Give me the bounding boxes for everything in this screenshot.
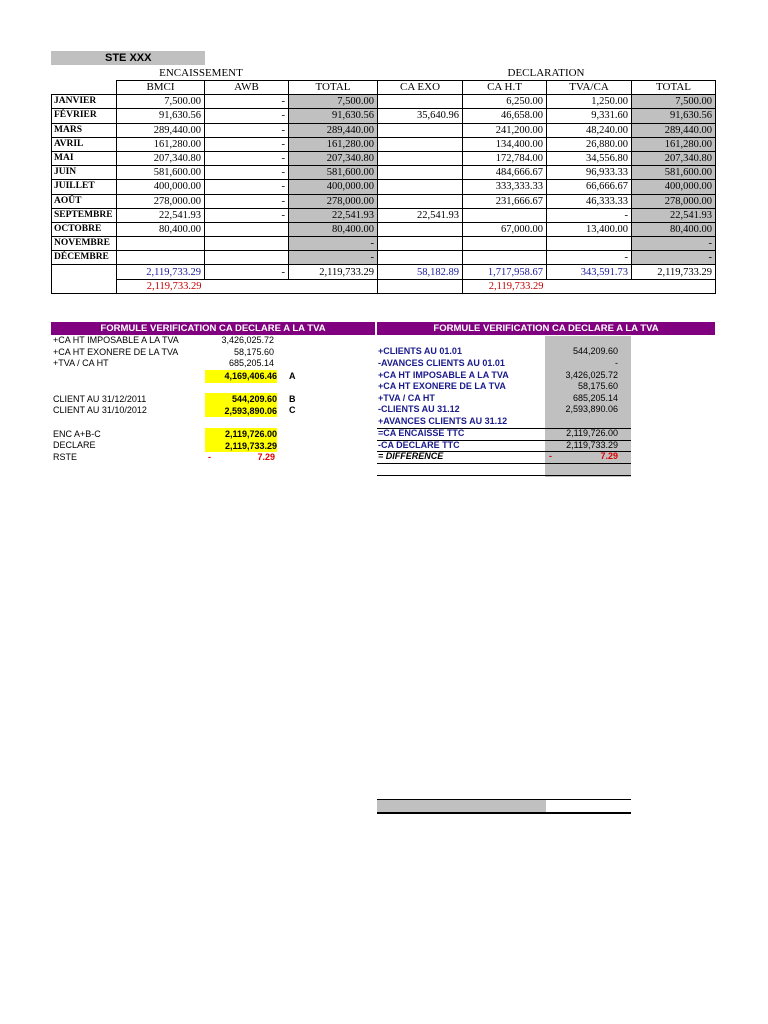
total-awb: - [205, 265, 289, 279]
right-line-label: = DIFFERENCE [378, 451, 444, 461]
monthly-table [51, 80, 716, 294]
total-ca-exo: 58,182.89 [378, 265, 463, 279]
right-line-label: =CA ENCAISSE TTC [378, 428, 465, 438]
cell-bmci: 289,440.00 [117, 123, 205, 137]
check-declaration: 2,119,733.29 [463, 279, 547, 293]
cell-tva: 46,333.33 [547, 194, 632, 208]
table-row [52, 109, 716, 123]
total-total: 2,119,733.29 [289, 265, 378, 279]
col-header-total: TOTAL [289, 81, 378, 95]
month-label: JANVIER [52, 95, 117, 109]
check-label-cell [52, 279, 117, 293]
month-label: SEPTEMBRE [52, 208, 117, 222]
right-line-value: 685,205.14 [572, 393, 618, 403]
cell-ca-exo [378, 251, 463, 265]
cell-bmci: 80,400.00 [117, 222, 205, 236]
right-line-label: +AVANCES CLIENTS AU 31.12 [378, 416, 508, 426]
lower-gray-bar [377, 800, 546, 812]
letter-c: C [289, 405, 296, 415]
declare-label: DECLARE [53, 440, 96, 450]
month-label: AVRIL [52, 137, 117, 151]
cell-awb: - [205, 137, 289, 151]
right-line-value: 58,175.60 [577, 381, 618, 391]
cell-awb [205, 222, 289, 236]
cell-tva: 48,240.00 [547, 123, 632, 137]
cell-bmci: 22,541.93 [117, 208, 205, 222]
col-header-awb: AWB [205, 81, 289, 95]
col-header-tva-ca: TVA/CA [547, 81, 632, 95]
cell-bmci: 207,340.80 [117, 151, 205, 165]
cell-total: 91,630.56 [289, 109, 378, 123]
cell-ca-exo [378, 180, 463, 194]
rule-line-5 [377, 475, 631, 476]
cell-total2: 207,340.80 [632, 151, 716, 165]
col-header-ca-ht: CA H.T [463, 81, 547, 95]
table-header-row [52, 81, 716, 95]
client-2012-value: 2,593,890.06 [205, 405, 277, 417]
col-header-bmci: BMCI [117, 81, 205, 95]
right-line-label: -CA DECLARE TTC [378, 440, 460, 450]
month-label: DÉCEMBRE [52, 251, 117, 265]
table-row [52, 166, 716, 180]
cell-awb: - [205, 208, 289, 222]
header-spacer [52, 81, 117, 95]
totals-row [52, 265, 716, 279]
month-label: FÉVRIER [52, 109, 117, 123]
declaration-header: DECLARATION [507, 67, 585, 79]
left-formula-header: FORMULE VERIFICATION CA DECLARE A LA TVA [51, 322, 375, 335]
table-row [52, 194, 716, 208]
cell-ca-ht: 172,784.00 [463, 151, 547, 165]
right-line-sign: - [549, 451, 552, 461]
col-header-total2: TOTAL [632, 81, 716, 95]
check-row [52, 279, 716, 293]
cell-total: 289,440.00 [289, 123, 378, 137]
col-header-ca-exo: CA EXO [378, 81, 463, 95]
rule-line-2 [377, 440, 631, 441]
month-label: OCTOBRE [52, 222, 117, 236]
cell-tva: 34,556.80 [547, 151, 632, 165]
rste-sign: - [208, 452, 211, 462]
cell-bmci: 161,280.00 [117, 137, 205, 151]
cell-total2: 91,630.56 [632, 109, 716, 123]
cell-total: 7,500.00 [289, 95, 378, 109]
cell-awb [205, 251, 289, 265]
right-line-value: 2,119,726.00 [566, 428, 618, 438]
cell-ca-exo [378, 123, 463, 137]
cell-total: 278,000.00 [289, 194, 378, 208]
letter-a: A [289, 371, 296, 381]
company-title: STE XXX [51, 51, 205, 65]
cell-total: 207,340.80 [289, 151, 378, 165]
cell-total2: 400,000.00 [632, 180, 716, 194]
client-2012-label: CLIENT AU 31/10/2012 [53, 405, 147, 415]
cell-ca-exo [378, 222, 463, 236]
cell-tva [547, 237, 632, 251]
check-spacer3 [378, 279, 463, 293]
cell-awb: - [205, 109, 289, 123]
table-row [52, 137, 716, 151]
table-row [52, 151, 716, 165]
total-total2: 2,119,733.29 [632, 265, 716, 279]
month-label: AOÛT [52, 194, 117, 208]
lower-rule-top [377, 799, 631, 800]
check-spacer [205, 279, 289, 293]
cell-ca-ht: 241,200.00 [463, 123, 547, 137]
cell-tva: - [547, 251, 632, 265]
cell-tva: 9,331.60 [547, 109, 632, 123]
cell-ca-exo [378, 194, 463, 208]
left-line-value-1: 58,175.60 [233, 347, 274, 357]
cell-total2: 22,541.93 [632, 208, 716, 222]
table-row [52, 180, 716, 194]
total-bmci: 2,119,733.29 [117, 265, 205, 279]
cell-ca-exo [378, 95, 463, 109]
right-line-label: +CA HT IMPOSABLE A LA TVA [378, 370, 509, 380]
month-label: JUILLET [52, 180, 117, 194]
right-line-value: 7.29 [600, 451, 618, 461]
month-label: NOVEMBRE [52, 237, 117, 251]
check-spacer4 [547, 279, 632, 293]
enc-value: 2,119,726.00 [205, 428, 277, 440]
cell-bmci: 278,000.00 [117, 194, 205, 208]
month-label: MARS [52, 123, 117, 137]
enc-label: ENC A+B-C [53, 429, 101, 439]
cell-total: 161,280.00 [289, 137, 378, 151]
rule-line-4 [377, 463, 631, 464]
total-tva: 343,591.73 [547, 265, 632, 279]
cell-ca-exo: 22,541.93 [378, 208, 463, 222]
encaissement-header: ENCAISSEMENT [159, 67, 243, 79]
cell-total2: 278,000.00 [632, 194, 716, 208]
table-row [52, 251, 716, 265]
month-label: MAI [52, 151, 117, 165]
declare-value: 2,119,733.29 [205, 440, 277, 452]
cell-ca-ht: 484,666.67 [463, 166, 547, 180]
cell-tva: 1,250.00 [547, 95, 632, 109]
cell-total2: 161,280.00 [632, 137, 716, 151]
check-encaissement: 2,119,733.29 [117, 279, 205, 293]
totals-label-cell [52, 265, 117, 279]
left-line-label-2: +TVA / CA HT [53, 358, 109, 368]
cell-total2: 289,440.00 [632, 123, 716, 137]
cell-awb: - [205, 180, 289, 194]
table-row [52, 237, 716, 251]
left-line-value-0: 3,426,025.72 [221, 335, 274, 345]
letter-b: B [289, 394, 296, 404]
cell-awb [205, 237, 289, 251]
cell-total: 22,541.93 [289, 208, 378, 222]
rste-value: 7.29 [257, 452, 275, 462]
cell-tva: - [547, 208, 632, 222]
table-row [52, 95, 716, 109]
right-line-value: 3,426,025.72 [565, 370, 618, 380]
cell-total: 581,600.00 [289, 166, 378, 180]
cell-ca-exo [378, 166, 463, 180]
sum-a-value: 4,169,406.46 [205, 370, 277, 383]
check-spacer5 [632, 279, 716, 293]
cell-awb: - [205, 166, 289, 180]
rule-line-1 [377, 428, 631, 429]
cell-total: - [289, 237, 378, 251]
rste-label: RSTE [53, 452, 78, 462]
cell-ca-ht: 67,000.00 [463, 222, 547, 236]
month-label: JUIN [52, 166, 117, 180]
table-row [52, 208, 716, 222]
right-line-label: +TVA / CA HT [378, 393, 435, 403]
cell-tva: 13,400.00 [547, 222, 632, 236]
cell-ca-ht [463, 251, 547, 265]
right-line-label: +CA HT EXONERE DE LA TVA [378, 381, 506, 391]
left-line-label-1: +CA HT EXONERE DE LA TVA [53, 347, 179, 357]
cell-ca-exo [378, 237, 463, 251]
cell-ca-exo [378, 151, 463, 165]
cell-bmci [117, 251, 205, 265]
cell-ca-ht: 134,400.00 [463, 137, 547, 151]
cell-total: 400,000.00 [289, 180, 378, 194]
cell-ca-ht: 6,250.00 [463, 95, 547, 109]
total-ca-ht: 1,717,958.67 [463, 265, 547, 279]
right-line-label: -AVANCES CLIENTS AU 01.01 [378, 358, 505, 368]
cell-tva: 66,666.67 [547, 180, 632, 194]
right-line-value: 544,209.60 [572, 346, 618, 356]
cell-awb: - [205, 123, 289, 137]
cell-tva: 26,880.00 [547, 137, 632, 151]
table-row [52, 123, 716, 137]
cell-bmci: 400,000.00 [117, 180, 205, 194]
left-line-label-0: +CA HT IMPOSABLE A LA TVA [53, 335, 179, 345]
right-line-value: 2,119,733.29 [566, 440, 618, 450]
cell-ca-ht [463, 237, 547, 251]
cell-ca-ht: 231,666.67 [463, 194, 547, 208]
cell-total: - [289, 251, 378, 265]
cell-ca-exo: 35,640.96 [378, 109, 463, 123]
cell-awb: - [205, 95, 289, 109]
cell-tva: 96,933.33 [547, 166, 632, 180]
cell-ca-ht: 333,333.33 [463, 180, 547, 194]
client-2011-value: 544,209.60 [205, 393, 277, 405]
client-2011-label: CLIENT AU 31/12/2011 [53, 394, 147, 404]
right-line-label: +CLIENTS AU 01.01 [378, 346, 462, 356]
cell-bmci: 91,630.56 [117, 109, 205, 123]
cell-total: 80,400.00 [289, 222, 378, 236]
lower-rule-bottom [377, 812, 631, 814]
right-formula-header: FORMULE VERIFICATION CA DECLARE A LA TVA [377, 322, 715, 335]
cell-awb: - [205, 194, 289, 208]
cell-total2: 80,400.00 [632, 222, 716, 236]
cell-total2: - [632, 251, 716, 265]
right-line-value: 2,593,890.06 [565, 404, 618, 414]
right-line-value: - [615, 358, 618, 368]
cell-bmci: 7,500.00 [117, 95, 205, 109]
cell-ca-ht [463, 208, 547, 222]
cell-bmci: 581,600.00 [117, 166, 205, 180]
check-spacer2 [289, 279, 378, 293]
cell-awb: - [205, 151, 289, 165]
left-line-value-2: 685,205.14 [228, 358, 274, 368]
table-row [52, 222, 716, 236]
cell-total2: - [632, 237, 716, 251]
cell-total2: 7,500.00 [632, 95, 716, 109]
cell-ca-ht: 46,658.00 [463, 109, 547, 123]
cell-ca-exo [378, 137, 463, 151]
rule-line-3 [377, 451, 631, 452]
cell-total2: 581,600.00 [632, 166, 716, 180]
right-line-label: -CLIENTS AU 31.12 [378, 404, 460, 414]
cell-bmci [117, 237, 205, 251]
